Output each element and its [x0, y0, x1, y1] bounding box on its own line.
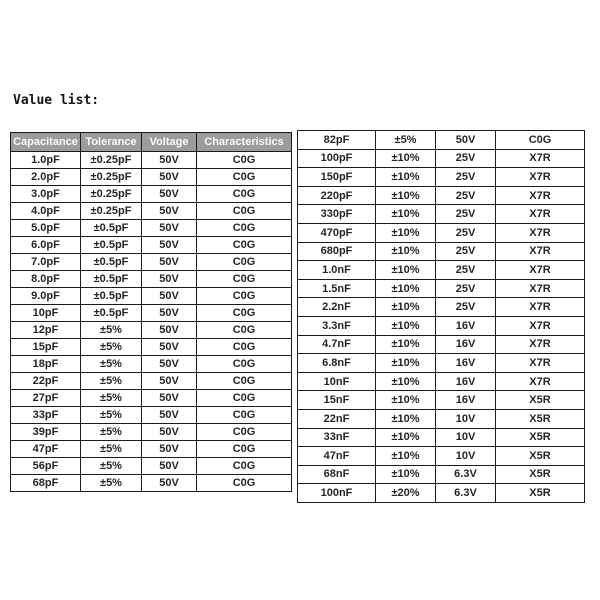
- table-row: [11, 475, 292, 492]
- table-row: [11, 356, 292, 373]
- table-cell: ±5%: [81, 322, 142, 339]
- table-cell: 15nF: [298, 391, 376, 410]
- table-row: [298, 205, 585, 224]
- table-cell: 150pF: [298, 168, 376, 187]
- table-header-row: [11, 133, 292, 152]
- table-cell: 10nF: [298, 372, 376, 391]
- table-row: [298, 279, 585, 298]
- table-row: [11, 407, 292, 424]
- table-cell: C0G: [197, 288, 292, 305]
- table-cell: 8.0pF: [11, 271, 81, 288]
- table-cell: X5R: [496, 428, 585, 447]
- table-cell: ±0.5pF: [81, 288, 142, 305]
- table-body-right: [298, 131, 585, 503]
- table-cell: 50V: [142, 237, 197, 254]
- table-cell: ±0.5pF: [81, 237, 142, 254]
- table-row: [11, 390, 292, 407]
- table-cell: ±0.5pF: [81, 271, 142, 288]
- table-cell: ±5%: [376, 131, 436, 150]
- table-cell: X5R: [496, 447, 585, 466]
- table-cell: ±10%: [376, 186, 436, 205]
- table-row: [11, 373, 292, 390]
- header-tolerance: Tolerance: [81, 133, 142, 152]
- table-cell: 7.0pF: [11, 254, 81, 271]
- table-cell: 50V: [142, 203, 197, 220]
- table-row: [11, 339, 292, 356]
- table-row: [298, 447, 585, 466]
- table-cell: ±0.25pF: [81, 203, 142, 220]
- table-cell: 50V: [142, 339, 197, 356]
- table-row: [298, 354, 585, 373]
- table-cell: 25V: [436, 279, 496, 298]
- table-cell: 330pF: [298, 205, 376, 224]
- table-row: [11, 322, 292, 339]
- capacitance-table-left: [10, 132, 292, 492]
- table-cell: 50V: [142, 458, 197, 475]
- table-cell: 100nF: [298, 484, 376, 503]
- table-cell: 50V: [142, 475, 197, 492]
- table-cell: X7R: [496, 168, 585, 187]
- table-cell: C0G: [197, 271, 292, 288]
- table-cell: ±10%: [376, 465, 436, 484]
- table-cell: 68nF: [298, 465, 376, 484]
- table-row: [298, 242, 585, 261]
- table-cell: ±0.25pF: [81, 152, 142, 169]
- table-cell: 50V: [142, 220, 197, 237]
- table-cell: X7R: [496, 261, 585, 280]
- table-cell: X7R: [496, 242, 585, 261]
- table-cell: 100pF: [298, 149, 376, 168]
- table-cell: X7R: [496, 354, 585, 373]
- table-row: [298, 465, 585, 484]
- table-cell: C0G: [197, 322, 292, 339]
- table-cell: 3.0pF: [11, 186, 81, 203]
- table-cell: ±10%: [376, 409, 436, 428]
- table-cell: 6.3V: [436, 484, 496, 503]
- table-row: [11, 169, 292, 186]
- table-cell: ±10%: [376, 279, 436, 298]
- table-row: [11, 254, 292, 271]
- table-cell: C0G: [197, 254, 292, 271]
- table-cell: 1.0nF: [298, 261, 376, 280]
- table-cell: ±10%: [376, 316, 436, 335]
- table-cell: C0G: [197, 339, 292, 356]
- table-cell: C0G: [197, 441, 292, 458]
- table-cell: 50V: [142, 356, 197, 373]
- table-cell: ±10%: [376, 261, 436, 280]
- table-cell: 10V: [436, 409, 496, 428]
- table-cell: 10V: [436, 447, 496, 466]
- table-cell: 50V: [142, 169, 197, 186]
- table-cell: X7R: [496, 149, 585, 168]
- table-cell: 220pF: [298, 186, 376, 205]
- table-cell: 16V: [436, 354, 496, 373]
- table-cell: ±0.25pF: [81, 169, 142, 186]
- table-cell: C0G: [197, 390, 292, 407]
- table-cell: 47pF: [11, 441, 81, 458]
- table-row: [298, 428, 585, 447]
- header-voltage: Voltage: [142, 133, 197, 152]
- table-cell: X7R: [496, 372, 585, 391]
- table-cell: 50V: [142, 407, 197, 424]
- table-row: [298, 372, 585, 391]
- table-cell: C0G: [197, 373, 292, 390]
- table-cell: ±10%: [376, 149, 436, 168]
- table-cell: X7R: [496, 279, 585, 298]
- table-cell: 16V: [436, 316, 496, 335]
- table-cell: 6.8nF: [298, 354, 376, 373]
- table-cell: 50V: [142, 373, 197, 390]
- table-cell: ±10%: [376, 335, 436, 354]
- table-cell: 25V: [436, 205, 496, 224]
- table-cell: 470pF: [298, 223, 376, 242]
- table-cell: 27pF: [11, 390, 81, 407]
- table-cell: ±5%: [81, 424, 142, 441]
- table-cell: ±10%: [376, 223, 436, 242]
- table-cell: ±0.5pF: [81, 305, 142, 322]
- table-row: [11, 458, 292, 475]
- table-cell: ±10%: [376, 205, 436, 224]
- table-row: [298, 409, 585, 428]
- table-cell: X5R: [496, 465, 585, 484]
- table-row: [298, 261, 585, 280]
- table-cell: ±5%: [81, 458, 142, 475]
- table-cell: ±5%: [81, 339, 142, 356]
- table-cell: ±0.5pF: [81, 220, 142, 237]
- table-row: [11, 237, 292, 254]
- table-cell: 1.5nF: [298, 279, 376, 298]
- table-cell: 10V: [436, 428, 496, 447]
- capacitance-table-right: [297, 130, 585, 503]
- table-cell: 25V: [436, 186, 496, 205]
- table-cell: 50V: [142, 288, 197, 305]
- table-cell: 6.3V: [436, 465, 496, 484]
- table-cell: 50V: [142, 271, 197, 288]
- table-body-left: [11, 152, 292, 492]
- table-cell: 12pF: [11, 322, 81, 339]
- table-cell: ±20%: [376, 484, 436, 503]
- table-cell: ±5%: [81, 356, 142, 373]
- table-cell: 3.3nF: [298, 316, 376, 335]
- header-capacitance: Capacitance: [11, 133, 81, 152]
- table-cell: C0G: [197, 475, 292, 492]
- table-cell: 9.0pF: [11, 288, 81, 305]
- page-title: Value list:: [13, 93, 100, 108]
- table-cell: 680pF: [298, 242, 376, 261]
- table-cell: X7R: [496, 205, 585, 224]
- table-row: [11, 271, 292, 288]
- table-cell: 18pF: [11, 356, 81, 373]
- table-row: [298, 298, 585, 317]
- table-header: [11, 133, 292, 152]
- table-cell: X7R: [496, 223, 585, 242]
- table-cell: 25V: [436, 149, 496, 168]
- table-cell: 6.0pF: [11, 237, 81, 254]
- table-cell: ±10%: [376, 372, 436, 391]
- table-cell: 25V: [436, 298, 496, 317]
- table-cell: 16V: [436, 391, 496, 410]
- table-cell: X5R: [496, 484, 585, 503]
- table-cell: C0G: [197, 152, 292, 169]
- table-cell: ±10%: [376, 168, 436, 187]
- table-cell: 50V: [142, 254, 197, 271]
- table-cell: C0G: [197, 458, 292, 475]
- table-cell: 50V: [142, 305, 197, 322]
- table-cell: 50V: [142, 390, 197, 407]
- table-cell: C0G: [197, 220, 292, 237]
- table-cell: C0G: [197, 186, 292, 203]
- table-cell: 50V: [436, 131, 496, 150]
- table-cell: C0G: [197, 237, 292, 254]
- table-cell: 47nF: [298, 447, 376, 466]
- table-row: [298, 484, 585, 503]
- table-cell: 33pF: [11, 407, 81, 424]
- table-row: [11, 305, 292, 322]
- table-cell: 50V: [142, 441, 197, 458]
- table-row: [298, 131, 585, 150]
- table-cell: 5.0pF: [11, 220, 81, 237]
- table-cell: ±0.25pF: [81, 186, 142, 203]
- table-row: [298, 391, 585, 410]
- table-cell: ±10%: [376, 428, 436, 447]
- table-row: [11, 186, 292, 203]
- table-row: [11, 203, 292, 220]
- table-row: [11, 441, 292, 458]
- table-row: [298, 335, 585, 354]
- table-cell: ±0.5pF: [81, 254, 142, 271]
- table-cell: ±10%: [376, 391, 436, 410]
- table-cell: 22pF: [11, 373, 81, 390]
- table-cell: 4.7nF: [298, 335, 376, 354]
- table-cell: 15pF: [11, 339, 81, 356]
- table-cell: 1.0pF: [11, 152, 81, 169]
- table-cell: 39pF: [11, 424, 81, 441]
- table-cell: C0G: [496, 131, 585, 150]
- table-cell: 4.0pF: [11, 203, 81, 220]
- table-cell: 56pF: [11, 458, 81, 475]
- header-characteristics: Characteristics: [197, 133, 292, 152]
- table-cell: 33nF: [298, 428, 376, 447]
- table-row: [298, 316, 585, 335]
- table-row: [11, 220, 292, 237]
- table-cell: 22nF: [298, 409, 376, 428]
- table-cell: 16V: [436, 335, 496, 354]
- table-cell: C0G: [197, 407, 292, 424]
- table-cell: ±10%: [376, 447, 436, 466]
- table-cell: 68pF: [11, 475, 81, 492]
- table-cell: 82pF: [298, 131, 376, 150]
- table-cell: ±5%: [81, 407, 142, 424]
- table-row: [11, 288, 292, 305]
- table-cell: ±5%: [81, 390, 142, 407]
- table-cell: 50V: [142, 424, 197, 441]
- table-row: [11, 424, 292, 441]
- table-cell: X5R: [496, 391, 585, 410]
- table-row: [11, 152, 292, 169]
- table-cell: 10pF: [11, 305, 81, 322]
- table-cell: ±10%: [376, 242, 436, 261]
- table-cell: 25V: [436, 168, 496, 187]
- table-cell: X5R: [496, 409, 585, 428]
- table-row: [298, 149, 585, 168]
- table-cell: X7R: [496, 298, 585, 317]
- table-row: [298, 223, 585, 242]
- table-cell: C0G: [197, 305, 292, 322]
- table-cell: 25V: [436, 261, 496, 280]
- table-cell: X7R: [496, 335, 585, 354]
- table-cell: C0G: [197, 203, 292, 220]
- table-cell: ±5%: [81, 373, 142, 390]
- table-cell: ±5%: [81, 475, 142, 492]
- table-cell: C0G: [197, 356, 292, 373]
- table-cell: 25V: [436, 223, 496, 242]
- table-cell: X7R: [496, 316, 585, 335]
- table-cell: C0G: [197, 424, 292, 441]
- table-row: [298, 168, 585, 187]
- table-cell: 2.2nF: [298, 298, 376, 317]
- table-cell: ±10%: [376, 298, 436, 317]
- table-cell: 25V: [436, 242, 496, 261]
- table-cell: C0G: [197, 169, 292, 186]
- table-cell: 16V: [436, 372, 496, 391]
- table-cell: X7R: [496, 186, 585, 205]
- table-cell: 50V: [142, 152, 197, 169]
- table-cell: 2.0pF: [11, 169, 81, 186]
- table-cell: ±10%: [376, 354, 436, 373]
- table-cell: 50V: [142, 186, 197, 203]
- table-cell: 50V: [142, 322, 197, 339]
- table-row: [298, 186, 585, 205]
- table-cell: ±5%: [81, 441, 142, 458]
